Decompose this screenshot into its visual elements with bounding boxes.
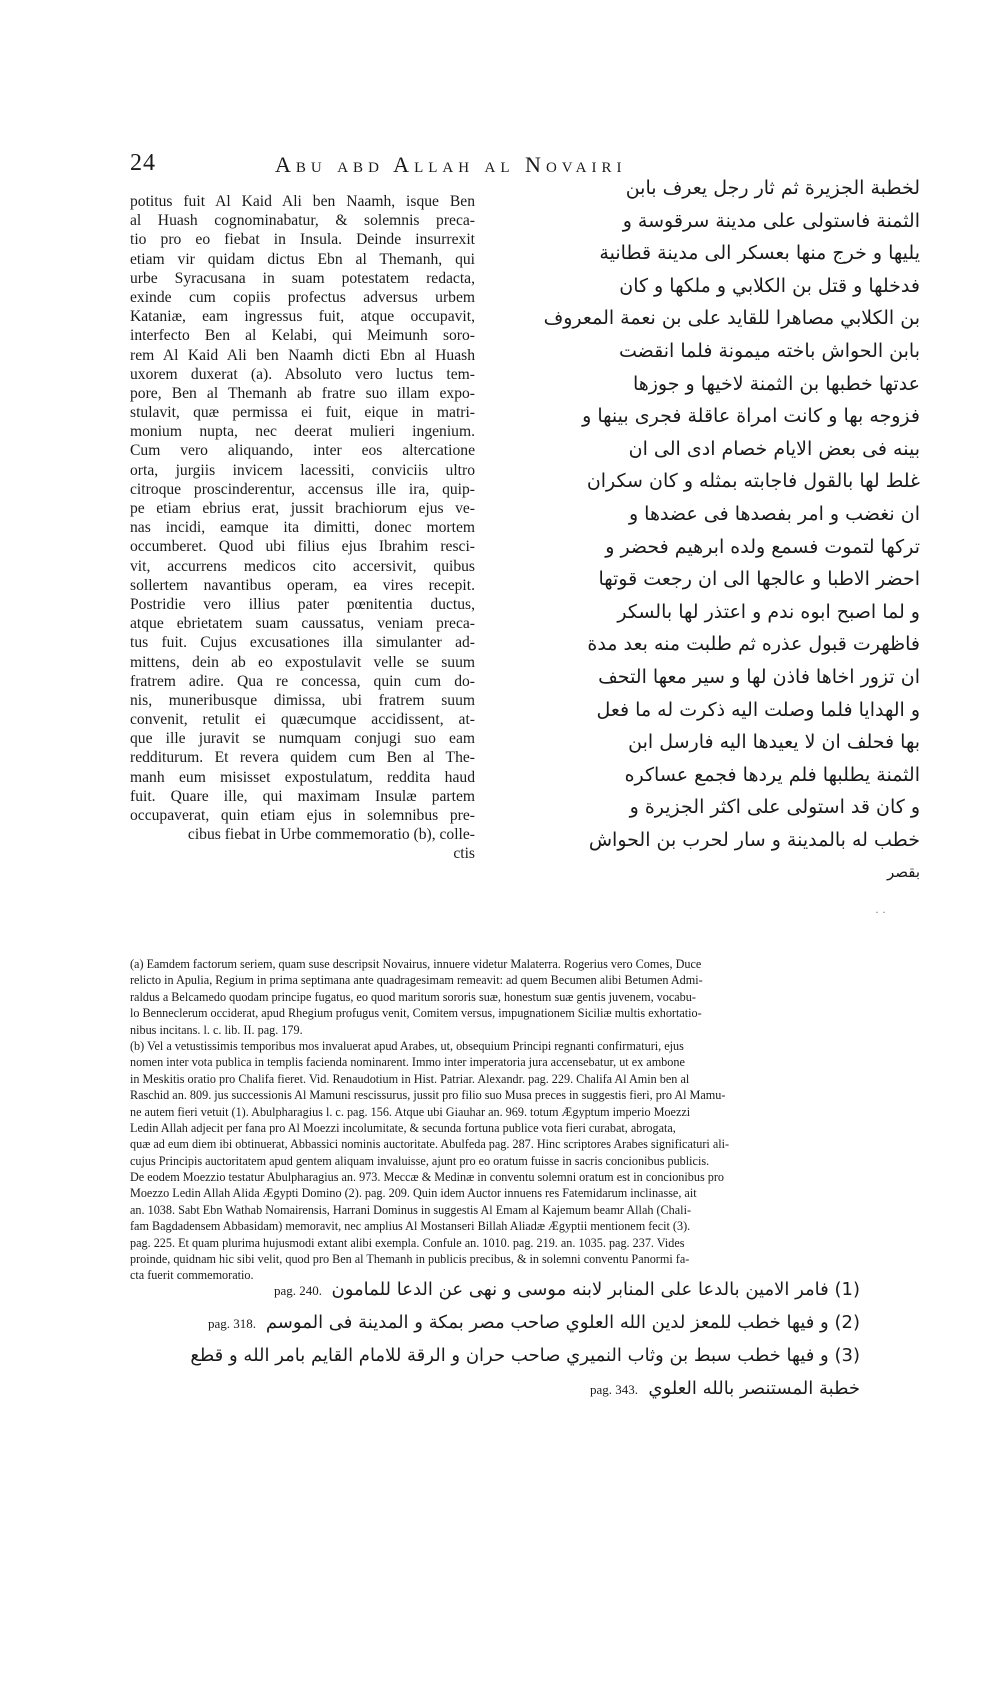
footnote-line: an. 1038. Sabt Ebn Wathab Nomairensis, Harrani Dominus in suggestis Al Emam al Kajemum beamr Allah (Chali- bbox=[130, 1202, 692, 1217]
arabic-line: فزوجه بها و كانت امراة عاقلة فجرى بينها و bbox=[582, 405, 920, 428]
arabic-line: و لما اصبح ابوه ندم و اعتذر لها بالسكر bbox=[617, 600, 920, 623]
arabic-line: احضر الاطبا و عالجها الى ان رجعت قوتها bbox=[598, 568, 920, 591]
arabic-footnote-text: و فيها خطب للمعز لدين الله العلوي صاحب مصر بمكة و المدينة فى الموسم bbox=[265, 1312, 829, 1333]
arabic-footnote bbox=[160, 1308, 860, 1341]
latin-line: atque ebrietatem suam caussatus, veniam preca- bbox=[130, 615, 475, 633]
latin-line: mittens, dein ab eo expostulavit velle se suum bbox=[130, 653, 475, 671]
footnote-line: relicto in Apulia, Regium in prima septimana ante quadragesimam remeavit: ad quem Becumen alibi Betumen Admi- bbox=[130, 973, 703, 988]
latin-line: nas incidi, eamque ita dimitti, donec mortem bbox=[130, 519, 475, 537]
page-reference: pag. 318. bbox=[208, 1316, 257, 1331]
latin-line: nis, muneribusque dimissa, ubi fratrem suum bbox=[130, 691, 475, 709]
page-number: 24 bbox=[130, 150, 156, 176]
footnote-line: pag. 225. Et quam plurima hujusmodi extant alibi exempla. Confule an. 1010. pag. 219. an. 1035. pag. 237. Vides bbox=[130, 1235, 685, 1250]
latin-line: stulavit, quæ permissa ei fuit, eique in matri- bbox=[130, 404, 475, 422]
latin-line: que ille juravit se numquam conjugi suo eam bbox=[130, 730, 475, 748]
arabic-line: غلط لها بالقول فاجابته بمثله و كان سكران bbox=[586, 470, 920, 493]
latin-line: Cum vero aliquando, inter eos altercatione bbox=[130, 442, 475, 460]
latin-line: ctis bbox=[453, 845, 475, 863]
page-reference: pag. 240. bbox=[274, 1283, 323, 1298]
footnote-line: proinde, quidnam hic sibi velit, quod pro Ben al Themanh in publicis precibus, & in solemni conventu Panormi fa- bbox=[130, 1252, 690, 1267]
latin-line: uxorem duxerat (a). Absoluto vero luctus tem- bbox=[130, 365, 475, 383]
latin-line: tus fuit. Cujus excusationes illa simulanter ad- bbox=[130, 634, 475, 652]
arabic-line: تركها لتموت فسمع ولده ابرهيم فحضر و bbox=[605, 535, 920, 558]
arabic-footnote-number: (3) bbox=[834, 1345, 860, 1366]
arabic-line: و كان قد استولى على اكثر الجزيرة و bbox=[629, 796, 920, 819]
footnote-line: Moezzo Ledin Allah Alida Ægypti Domino (2). pag. 209. Quin idem Auctor innuens res Fatemidarum inclinasse, ait bbox=[130, 1186, 697, 1201]
latin-line: monium nupta, nec deerat mulieri ingenium. bbox=[130, 423, 475, 441]
footnote-line: Raschid an. 809. jus successionis Al Mamuni rescissurus, jussit pro filio suo Musa preces in suggestis fieri, pro Al Mamu- bbox=[130, 1088, 726, 1103]
footnote-line: De eodem Moezzio testatur Abulpharagius an. 973. Meccæ & Medinæ in conventu solemni oratum est in concionibus pro bbox=[130, 1170, 725, 1185]
footnote-line: ne autem fieri vetuit (1). Abulpharagius l. c. pag. 156. Atque ubi Giauhar an. 969. totum Ægyptum imperio Moezzi bbox=[130, 1104, 691, 1119]
footnote-line: in Meskitis oratio pro Chalifa fieret. Vid. Renaudotium in Hist. Patriar. Alexandr. pag. 229. Chalifa Al Amin ben al bbox=[130, 1071, 690, 1086]
latin-line: Kataniæ, eam ingressus fuit, atque occupavit, bbox=[130, 308, 475, 326]
latin-line: fratrem adire. Qua re concessa, quin cum do- bbox=[130, 672, 475, 690]
arabic-line: بها فحلف ان لا يعيدها اليه فارسل ابن bbox=[628, 731, 920, 754]
latin-line: potitus fuit Al Kaid Ali ben Naamh, isque Ben bbox=[130, 193, 475, 210]
latin-line: redditurum. Et revera quidem cum Ben al The- bbox=[130, 749, 475, 767]
latin-line: exinde cum copiis profectus adversus urbem bbox=[130, 288, 475, 306]
latin-line: Postridie vero illius pater pœnitentia ductus, bbox=[130, 595, 475, 613]
arabic-line: خطب له بالمدينة و سار لحرب بن الحواش bbox=[588, 828, 920, 851]
arabic-line: الثمنة يطلبها فلم يردها فجمع عساكره bbox=[624, 763, 920, 786]
footnote-line: Ledin Allah adjecit per fana pro Al Moezzi incolumitate, & secunda fortuna publice vota fieri curabat, abrogata, bbox=[130, 1120, 676, 1135]
arabic-footnote-number: (2) bbox=[834, 1312, 860, 1333]
footnote-line: nibus incitans. l. c. lib. II. pag. 179. bbox=[130, 1022, 303, 1037]
footnote-line: (a) Eamdem factorum seriem, quam suse descripsit Novairus, innuere videtur Malaterra. Rogerius vero Comes, Duce bbox=[130, 957, 702, 971]
latin-line: citroque proscinderentur, accensus ille ira, quip- bbox=[130, 480, 475, 498]
arabic-line: بينه فى بعض الايام خصام ادى الى ان bbox=[628, 437, 920, 460]
arabic-line: ان نغضب و امر بفصدها فى عضدها و bbox=[628, 502, 920, 525]
latin-line: al Huash cognominabatur, & solemnis preca- bbox=[130, 212, 475, 230]
latin-line: interfecto Ben al Kelabi, qui Meimunh soro- bbox=[130, 327, 475, 345]
arabic-line: ان تزور اخاها فاذن لها و سير معها التحف bbox=[598, 665, 920, 688]
arabic-line: يليها و خرج منها بعسكر الى مدينة قطانية bbox=[599, 242, 920, 265]
footnote-line: raldus a Belcamedo quodam principe fugatus, eo quod maritum sororis suæ, honestum suæ gentis juvenem, vocabu- bbox=[130, 989, 696, 1004]
arabic-footnote bbox=[160, 1341, 860, 1374]
arabic-line: و الهدايا فلما وصلت اليه ذكرت له ما فعل bbox=[596, 698, 920, 721]
arabic-footnote-text: و فيها خطب سبط بن وثاب النميري صاحب حران و الرقة للامام القايم بامر الله و قطع bbox=[190, 1345, 829, 1366]
latin-line: vit, accurrens medicos cito accersivit, quibus bbox=[130, 557, 475, 575]
arabic-line: الثمنة فاستولى على مدينة سرقوسة و bbox=[622, 209, 920, 232]
arabic-line: فاظهرت قبول عذره ثم طلبت منه بعد مدة bbox=[587, 633, 920, 656]
arabic-line: بقصر bbox=[886, 863, 920, 882]
footnote-line: cujus Principis auctoritatem apud gentem aliquam invaluisse, ajunt pro eo oratum fuisse in sacris concionibus publicis. bbox=[130, 1153, 710, 1168]
arabic-footnote-text: خطبة المستنصر بالله العلوي bbox=[648, 1378, 860, 1399]
footnotes bbox=[130, 956, 875, 1284]
latin-line: fuit. Quare ille, qui maximam Insulæ partem bbox=[130, 787, 475, 805]
latin-text-column bbox=[130, 192, 475, 864]
stray-mark: · · bbox=[875, 905, 886, 919]
footnote-line: cta fuerit commemoratio. bbox=[130, 1268, 254, 1283]
arabic-line: فدخلها و قتل بن الكلابي و ملكها و كان bbox=[619, 274, 920, 297]
latin-line: sollertem navantibus operam, ea vires recepit. bbox=[130, 576, 475, 594]
arabic-footnote-number: (1) bbox=[834, 1279, 860, 1300]
latin-line: manh eum misisset expostulatum, reddita haud bbox=[130, 768, 475, 786]
arabic-line: لخطبة الجزيرة ثم ثار رجل يعرف بابن bbox=[625, 177, 920, 199]
arabic-footnote bbox=[160, 1275, 860, 1308]
latin-line: pe etiam ebrius erat, jussit brachiorum ejus ve- bbox=[130, 500, 475, 517]
latin-line: occumberet. Quod ubi filius ejus Ibrahim resci- bbox=[130, 538, 475, 556]
latin-line: rem Al Kaid Ali ben Naamh dicti Ebn al Huash bbox=[130, 346, 475, 364]
latin-line: tio pro eo fiebat in Insula. Deinde insurrexit bbox=[130, 231, 475, 249]
footnote-line: (b) Vel a vetustissimis temporibus mos invaluerat apud Arabes, ut, obsequium Principi regnanti confirmaturi, ejus bbox=[130, 1038, 684, 1053]
footnote-line: nomen inter vota publica in templis facienda nominarent. Immo inter imperatoria jura accensebatur, ut ex ambone bbox=[130, 1055, 685, 1070]
arabic-footnote bbox=[160, 1374, 860, 1407]
arabic-text-column bbox=[505, 172, 920, 889]
latin-line: cibus fiebat in Urbe commemoratio (b), colle- bbox=[187, 826, 475, 844]
latin-line: convenit, retulit ei quæcumque accidissent, at- bbox=[130, 711, 475, 729]
arabic-footnote-text: فامر الامين بالدعا على المنابر لابنه موسى و نهى عن الدعا للمامون bbox=[331, 1279, 829, 1300]
latin-line: pore, Ben al Themanh ab fratre suo illam expo- bbox=[130, 384, 475, 402]
footnote-line: quæ ad eum diem ibi obtinuerat, Abbassici nominis auctoritate. Abulfeda pag. 287. Hinc scriptores Arabes significaturi ali- bbox=[130, 1137, 730, 1152]
footnote-line: lo Benneclerum occiderat, apud Rhegium profugus venit, Comitem versus, impugnationem Siciliæ multis exhortatio- bbox=[130, 1006, 702, 1021]
arabic-footnotes bbox=[160, 1275, 860, 1407]
page-reference: pag. 343. bbox=[590, 1382, 639, 1397]
latin-line: etiam vir quidam dictus Ebn al Themanh, qui bbox=[130, 250, 475, 268]
footnote-line: fam Bagdadensem Abbasidam) memoravit, nec amplius Al Mostanseri Billah Aliadæ Ægyptii mentionem fecit (3). bbox=[130, 1219, 691, 1234]
latin-line: orta, jurgiis invicem lacessiti, conviciis ultro bbox=[130, 461, 475, 479]
arabic-line: عدتها خطبها بن الثمنة لاخيها و جوزها bbox=[632, 372, 920, 395]
latin-line: urbe Syracusana in suam potestatem redacta, bbox=[130, 269, 475, 287]
running-title: Abu abd Allah al Novairi bbox=[275, 152, 627, 177]
latin-line: occupaverat, quin etiam ejus in solemnibus pre- bbox=[130, 807, 475, 824]
arabic-line: بن الكلابي مصاهرا للقايد على بن نعمة المعروف bbox=[543, 307, 920, 330]
arabic-line: بابن الحواش باخته ميمونة فلما انقضت bbox=[618, 339, 920, 362]
